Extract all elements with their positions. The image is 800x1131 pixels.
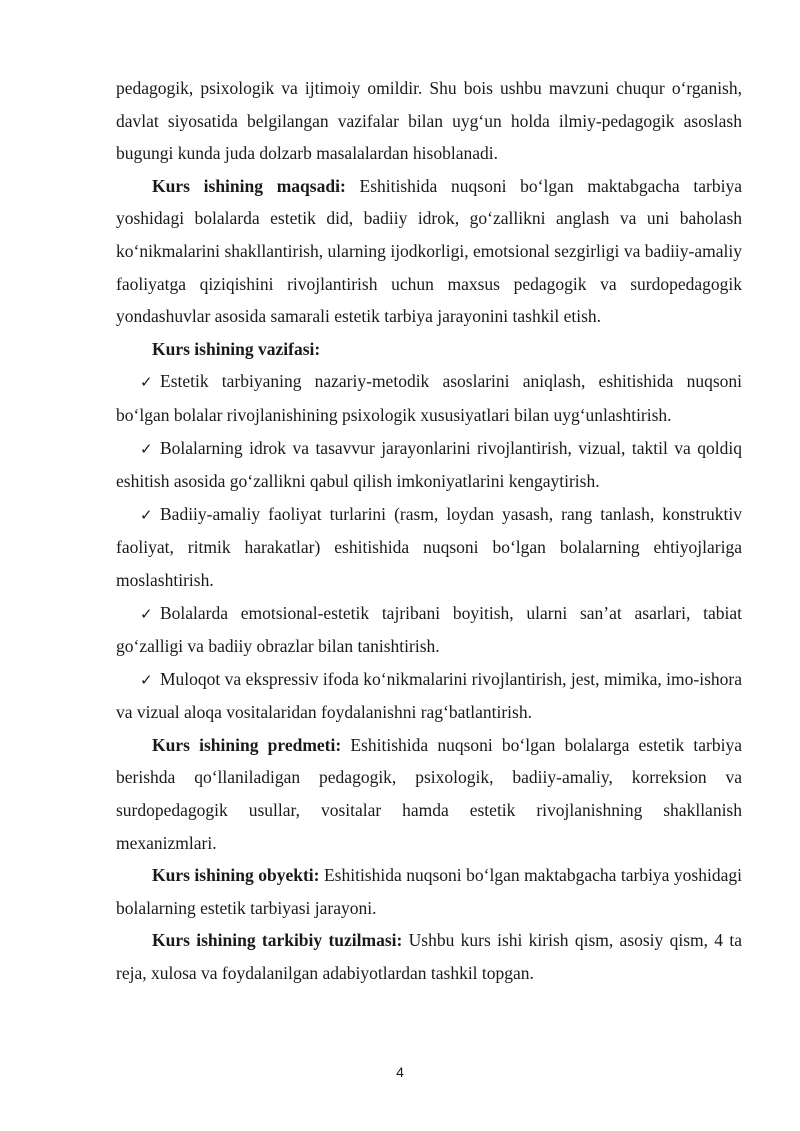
object-paragraph: [116, 859, 742, 924]
goal-text: Eshitishida nuqsoni bo‘lgan maktabgacha tarbiya yoshidagi bolalarda estetik did, badiiy idrok, go‘zallikni anglash va uni baholash ko‘nikmalarini shakllantirish, ularning ijodkorligi, emotsional sezgirligi va badiiy-amaliy faoliyatga qiziqishini rivojlantirish uchun maxsus pedagogik va surdopedagogik yondashuvlar asosida samarali estetik tarbiya jarayonini tashkil etish.: [116, 175, 742, 327]
task-item: [116, 597, 742, 663]
checkmark-icon: ✓: [140, 373, 153, 392]
task-text: Bolalarda emotsional-estetik tajribani boyitish, ularni san’at asarlari, tabiat go‘zalligi va badiiy obrazlar bilan tanishtirish.: [116, 602, 742, 657]
task-text: Muloqot va ekspressiv ifoda ko‘nikmalarini rivojlantirish, jest, mimika, imo-ishora va vizual aloqa vositalaridan foydalanishni rag‘batlantirish.: [116, 668, 742, 723]
document-page: [116, 72, 742, 990]
intro-paragraph: pedagogik, psixologik va ijtimoiy omildir. Shu bois ushbu mavzuni chuqur o‘rganish, davlat siyosatida belgilangan vazifalar bilan uyg‘un holda ilmiy-pedagogik asoslash bugungi kunda juda dolzarb masalalardan hisoblanadi.: [116, 78, 742, 164]
task-item: [116, 432, 742, 498]
subject-text: Eshitishida nuqsoni bo‘lgan bolalarga estetik tarbiya berishda qo‘llaniladigan pedagogik, psixologik, badiiy-amaliy, korreksion va surdopedagogik usullar, vositalar hamda estetik rivojlanishning shakllanish mexanizmlari.: [116, 734, 742, 853]
subject-label: Kurs ishining predmeti:: [152, 734, 342, 755]
structure-label: Kurs ishining tarkibiy tuzilmasi:: [152, 930, 403, 951]
subject-paragraph: [116, 729, 742, 859]
task-item: [116, 663, 742, 729]
tasks-heading: Kurs ishining vazifasi:: [152, 338, 321, 359]
task-text: Estetik tarbiyaning nazariy-metodik asoslarini aniqlash, eshitishida nuqsoni bo‘lgan bolalar rivojlanishining psixologik xususiyatlari bilan uyg‘unlashtirish.: [116, 371, 742, 425]
task-item: [116, 365, 742, 431]
checkmark-icon: ✓: [140, 439, 153, 458]
checkmark-icon: ✓: [140, 604, 153, 623]
goal-paragraph: [116, 170, 742, 333]
object-text: Eshitishida nuqsoni bo‘lgan maktabgacha tarbiya yoshidagi bolalarning estetik tarbiyasi jarayoni.: [116, 865, 742, 918]
task-text: Bolalarning idrok va tasavvur jarayonlarini rivojlantirish, vizual, taktil va qoldiq eshitish asosida go‘zallikni qabul qilish imkoniyatlarini kengaytirish.: [116, 437, 742, 492]
page-number: 4: [396, 1064, 404, 1080]
structure-paragraph: [116, 924, 742, 989]
task-item: [116, 498, 742, 597]
object-label: Kurs ishining obyekti:: [152, 865, 320, 886]
task-text: Badiiy-amaliy faoliyat turlarini (rasm, loydan yasash, rang tanlash, konstruktiv faoliyat, ritmik harakatlar) eshitishida nuqsoni bo‘lgan bolalarning ehtiyojlariga moslashtirish.: [116, 503, 742, 590]
checkmark-icon: ✓: [140, 505, 153, 524]
goal-label: Kurs ishining maqsadi:: [152, 175, 346, 196]
checkmark-icon: ✓: [140, 670, 153, 689]
structure-text: Ushbu kurs ishi kirish qism, asosiy qism, 4 ta reja, xulosa va foydalanilgan adabiyotlardan tashkil topgan.: [116, 930, 742, 984]
